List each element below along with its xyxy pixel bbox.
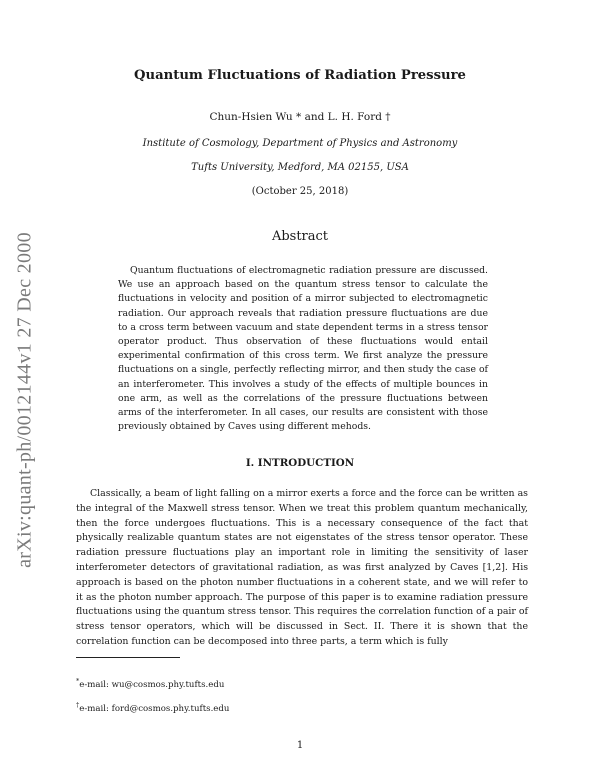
section-heading-introduction: I. INTRODUCTION xyxy=(245,457,355,469)
footnote-email-2: e-mail: ford@cosmos.phy.tufts.edu xyxy=(79,703,230,714)
affiliation-line-2: Tufts University, Medford, MA 02155, USA xyxy=(191,162,409,173)
footnote-email-1: e-mail: wu@cosmos.phy.tufts.edu xyxy=(79,679,225,690)
abstract-heading: Abstract xyxy=(271,229,329,244)
abstract-body: Quantum fluctuations of electromagnetic radiation pressure are discussed. We use an approach based on the quantum stress tensor to calculate the fluctuations in velocity and position of a mirror subjected to electromagnetic radiation. Our approach reveals that radiation pressure fluctuations are due to a cross term between vacuum and state dependent terms in a stress tensor operator product. Thus observation of these fluctuations would entail experimental confirmation of this cross term. We first analyze the pressure fluctuations on a single, perfectly reflecting mirror, and then study the case of an interferometer. This involves a study of the effects of multiple bounces in one arm, as well as the correlations of the pressure fluctuations between arms of the interferometer. In all cases, our results are consistent with those previously obtained by Caves using different mehods. xyxy=(118,265,488,433)
footnote-author-1 xyxy=(76,677,224,690)
footnote-mark-1: * xyxy=(76,677,80,685)
footnote-divider xyxy=(76,657,180,658)
arxiv-identifier-text: arXiv:quant-ph/0012144v1 27 Dec 2000 xyxy=(13,232,36,568)
footnote-mark-2: † xyxy=(76,701,80,709)
arxiv-identifier-stamp xyxy=(12,190,38,610)
introduction-paragraph: Classically, a beam of light falling on a mirror exerts a force and the force can be written as the integral of the Maxwell stress tensor. When we treat this problem quantum mechanically, then the force undergoes fluctuations. This is a necessary consequence of the fact that physically realizable quantum states are not eigenstates of the stress tensor operator. These radiation pressure fluctuations play an important role in limiting the sensitivity of laser interferometer detectors of gravitational radiation, as was first analyzed by Caves [1,2]. His approach is based on the photon number fluctuations in a coherent state, and we will refer to it as the photon number approach. The purpose of this paper is to examine radiation pressure fluctuations using the quantum stress tensor. This requires the correlation function of a pair of stress tensor operators, which will be discussed in Sect. II. There it is shown that the correlation function can be decomposed into three parts, a term which is fully xyxy=(76,488,528,647)
page-number: 1 xyxy=(296,740,304,751)
author-list: Chun-Hsien Wu * and L. H. Ford † xyxy=(209,111,391,123)
footnote-author-2 xyxy=(76,701,229,714)
paper-title: Quantum Fluctuations of Radiation Pressure xyxy=(134,68,466,83)
paper-date: (October 25, 2018) xyxy=(251,186,349,197)
affiliation-line-1: Institute of Cosmology, Department of Physics and Astronomy xyxy=(142,138,458,149)
